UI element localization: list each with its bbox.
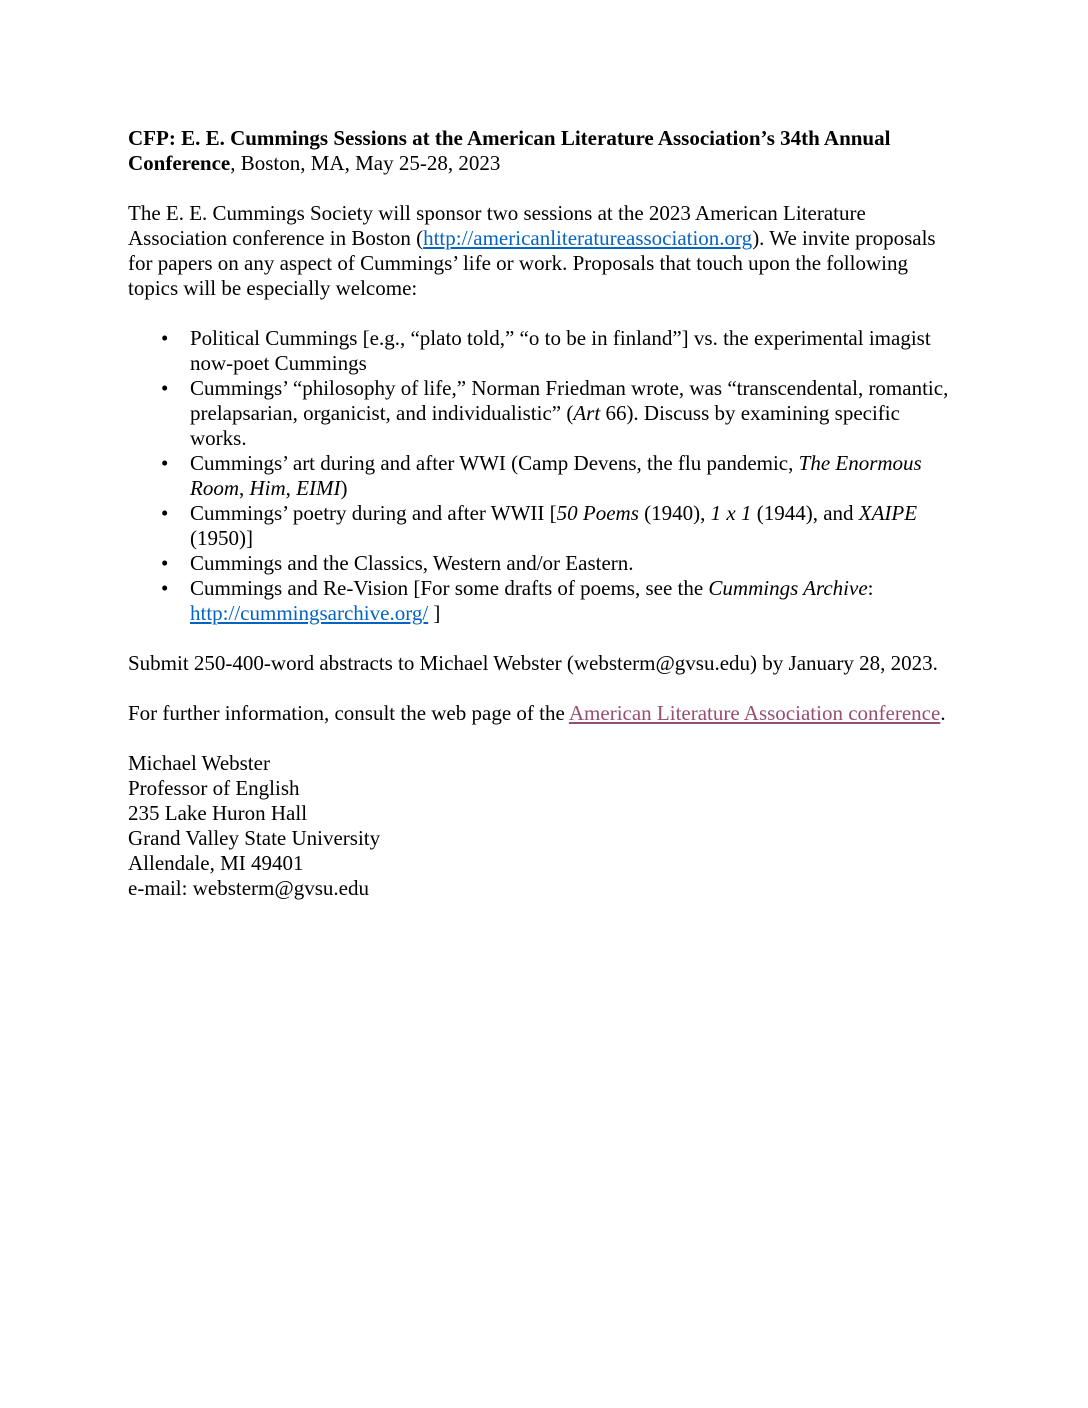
text-run: Political Cummings [e.g., “plato told,” “o to be in finland”] vs. the experimental imagist now-poet Cummings <box>190 326 931 375</box>
further-info-paragraph <box>128 701 960 726</box>
text-run: Cummings and Re-Vision [For some drafts of poems, see the <box>190 576 709 600</box>
list-item <box>161 551 960 576</box>
text-run: ). We invite proposals for papers on any aspect of Cummings’ life or work. Proposals that touch upon the following topics will be especially welcome: <box>128 226 936 300</box>
document-title <box>128 126 960 176</box>
text-run: Submit 250-400-word abstracts to Michael Webster (websterm@gvsu.edu) by January 28, 2023. <box>128 651 938 675</box>
list-item <box>161 576 960 626</box>
bullet-icon: • <box>161 326 169 350</box>
topics-list <box>128 326 960 626</box>
list-item-text <box>190 551 634 575</box>
text-run: . <box>940 701 946 725</box>
list-item-text <box>190 376 948 450</box>
text-run: The E. E. Cummings Society will sponsor two sessions at the 2023 American Literature Association conference in Boston ( <box>128 201 866 250</box>
signature-line: Grand Valley State University <box>128 826 381 850</box>
ala-website-link[interactable]: http://americanliteratureassociation.org <box>423 226 753 250</box>
cummings-archive-link[interactable]: http://cummingsarchive.org/ <box>190 601 429 625</box>
submit-paragraph <box>128 651 960 676</box>
text-run: EIMI <box>296 476 341 500</box>
text-run: 66). Discuss by examining specific works. <box>190 401 900 450</box>
intro-paragraph <box>128 201 960 301</box>
text-run: Him <box>249 476 286 500</box>
text-run: Cummings Archive <box>708 576 868 600</box>
list-item-text <box>190 576 874 625</box>
bullet-icon: • <box>161 451 169 475</box>
signature-line: Michael Webster <box>128 751 270 775</box>
text-run: Cummings and the Classics, Western and/or Eastern. <box>190 551 634 575</box>
bullet-icon: • <box>161 376 169 400</box>
list-item-text <box>190 326 931 375</box>
text-run: XAIPE <box>858 501 918 525</box>
text-run: ) <box>340 476 348 500</box>
text-run: 1 x 1 <box>710 501 752 525</box>
text-run: Art <box>573 401 601 425</box>
list-item <box>161 326 960 376</box>
signature-block <box>128 751 960 901</box>
list-item <box>161 376 960 451</box>
list-item-text <box>190 451 922 500</box>
text-run: , Boston, MA, May 25-28, 2023 <box>230 151 501 175</box>
signature-line: 235 Lake Huron Hall <box>128 801 308 825</box>
text-run: Cummings’ art during and after WWI (Camp Devens, the flu pandemic, <box>190 451 799 475</box>
list-item <box>161 451 960 501</box>
text-run: (1940), <box>638 501 711 525</box>
text-run: CFP: E. E. Cummings Sessions at the American Literature Association’s 34th Annual Conference <box>128 126 891 175</box>
signature-line: Allendale, MI 49401 <box>128 851 304 875</box>
text-run: ] <box>428 601 441 625</box>
text-run: The Enormous Room <box>190 451 922 500</box>
text-run: : <box>867 576 874 600</box>
bullet-icon: • <box>161 501 169 525</box>
list-item-text <box>190 501 917 550</box>
bullet-icon: • <box>161 551 169 575</box>
signature-line: e-mail: websterm@gvsu.edu <box>128 876 369 900</box>
text-run: Cummings’ poetry during and after WWII [ <box>190 501 557 525</box>
text-run: , <box>285 476 297 500</box>
text-run: (1944), and <box>751 501 859 525</box>
text-run: , <box>239 476 250 500</box>
bullet-icon: • <box>161 576 169 600</box>
signature-line: Professor of English <box>128 776 300 800</box>
text-run: For further information, consult the web page of the <box>128 701 569 725</box>
text-run: 50 Poems <box>556 501 639 525</box>
text-run: (1950)] <box>190 526 253 550</box>
list-item <box>161 501 960 551</box>
text-run: Cummings’ “philosophy of life,” Norman Friedman wrote, was “transcendental, romantic, prelapsarian, organicist, and individualistic” ( <box>190 376 949 425</box>
ala-conference-page-link[interactable]: American Literature Association conference <box>568 701 941 725</box>
